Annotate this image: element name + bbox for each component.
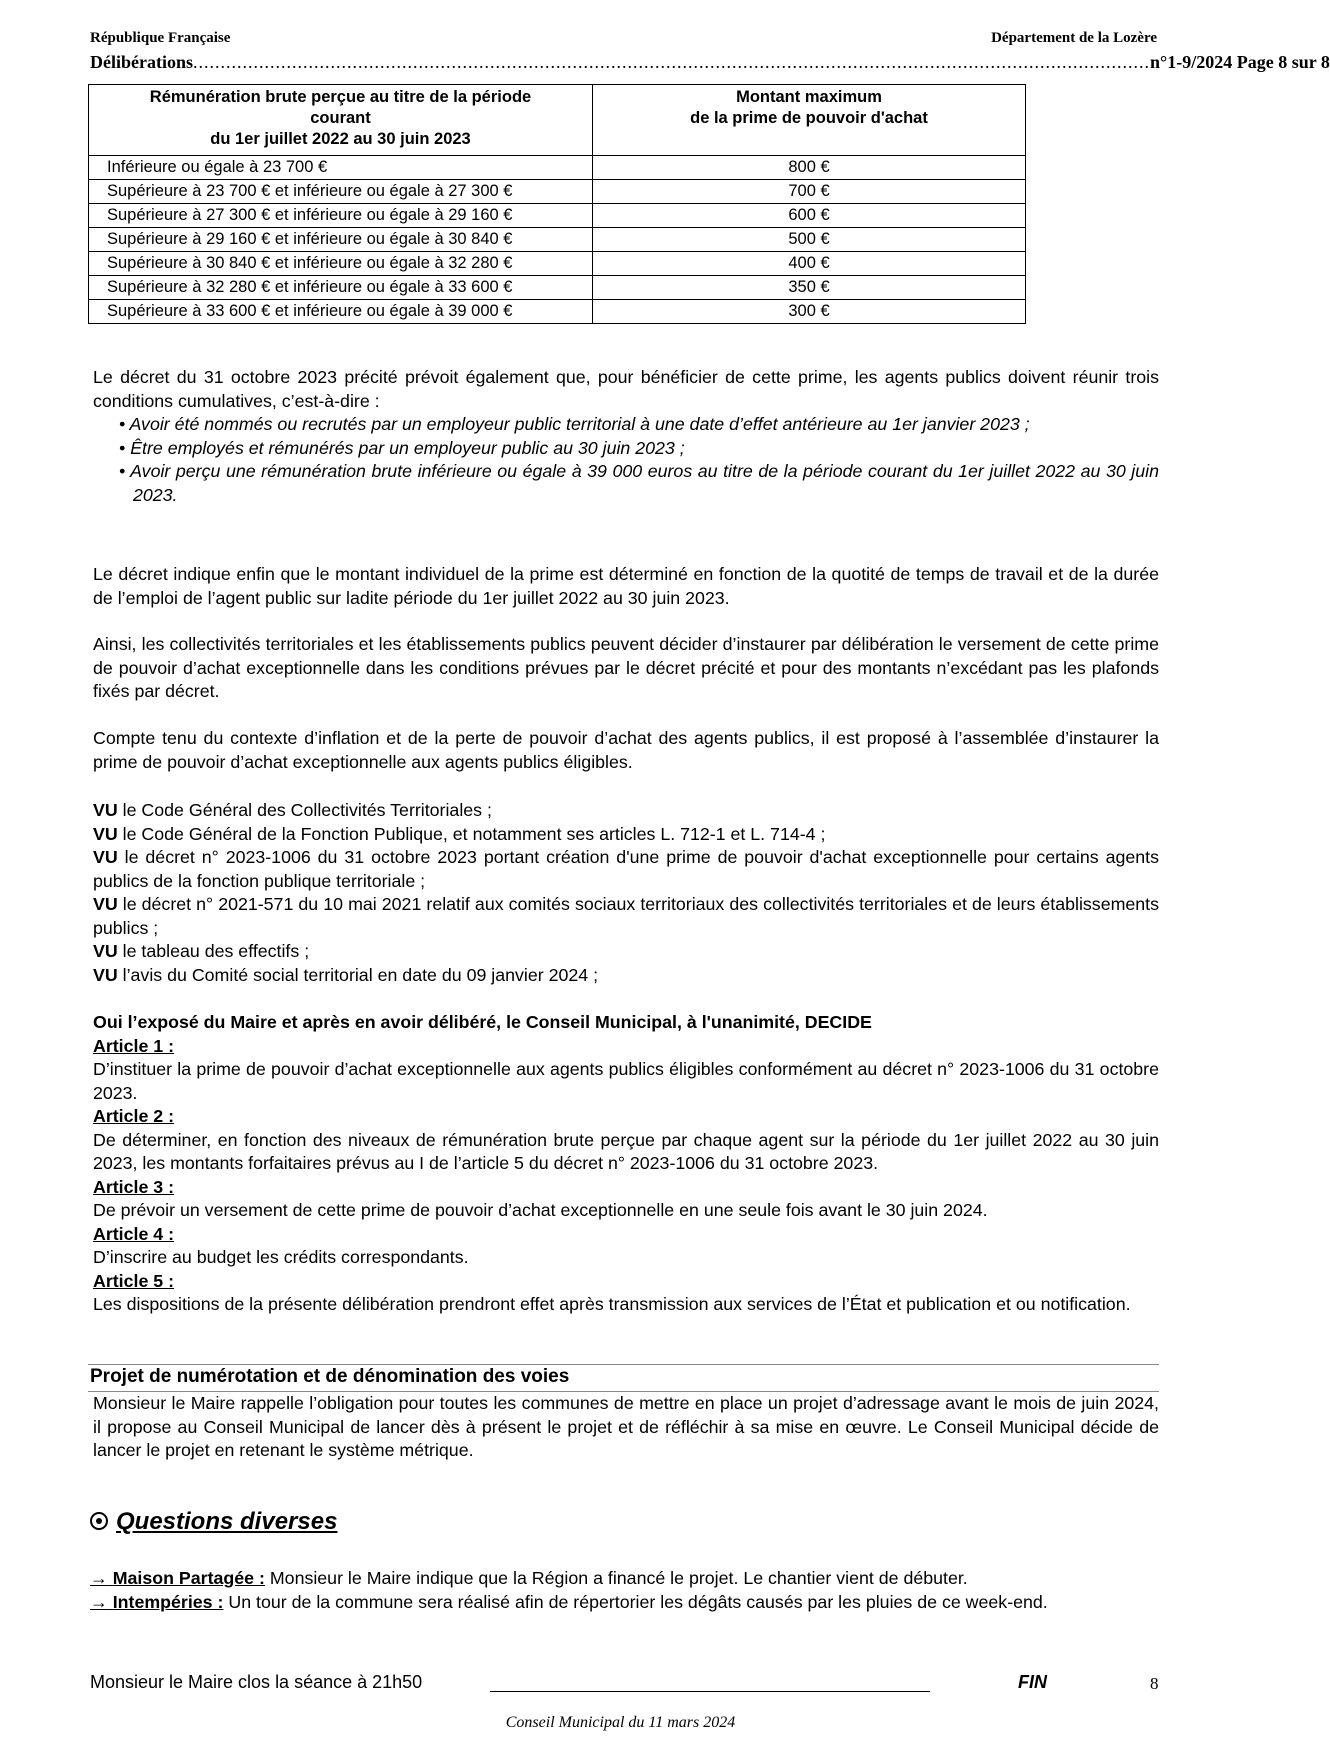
article-label: Article 3 : (93, 1176, 175, 1197)
decision-intro: Oui l’exposé du Maire et après en avoir délibéré, le Conseil Municipal, à l'unanimité, DECIDE (93, 1012, 872, 1032)
bullet-marker: • (119, 461, 126, 481)
header-line: de la prime de pouvoir d'achat (690, 109, 928, 127)
article-label: Article 2 : (93, 1106, 175, 1126)
projet-title-bar (88, 1364, 1159, 1392)
table-header-montant (593, 85, 1026, 156)
page-number: 8 (1150, 1674, 1159, 1693)
bullet-marker: • (119, 414, 126, 434)
vu-item (93, 799, 1159, 823)
vu-label: VU (93, 941, 118, 961)
table-row (89, 156, 1026, 180)
vu-list (93, 799, 1159, 987)
range-cell: Supérieure à 32 280 € et inférieure ou égale à 33 600 € (89, 276, 593, 300)
conditions-section (93, 366, 1159, 507)
header-deliberations: Délibérations (90, 52, 193, 72)
footer: Conseil Municipal du 11 mars 2024 (505, 1714, 736, 1731)
vu-label: VU (93, 964, 118, 985)
inflation-paragraph (93, 727, 1159, 774)
questions-list (90, 1567, 1159, 1614)
vu-text: le Code Général des Collectivités Territoriales ; (117, 800, 492, 820)
table-row (89, 300, 1026, 324)
amount-cell: 350 € (593, 276, 1026, 300)
bullet-text: Avoir perçu une rémunération brute inférieure ou égale à 39 000 euros au titre de la période courant du 1er juillet 2022 au 30 juin 2023. (130, 461, 1159, 505)
arrow-icon: → (90, 1591, 108, 1612)
question-text: Monsieur le Maire indique que la Région a financé le projet. Le chantier vient de débuter. (264, 1568, 968, 1588)
paragraph-text: Ainsi, les collectivités territoriales et les établissements publics peuvent décider d’instaurer par délibération le versement de cette prime de pouvoir d’achat exceptionnelle dans les conditions prévues par le décret précité et pour des montants n’excédant pas les plafonds fixés par décret. (93, 634, 1159, 701)
table-row (89, 204, 1026, 228)
article-label: Article 4 : (93, 1223, 175, 1244)
closing-text: Monsieur le Maire clos la séance à 21h50 (90, 1672, 423, 1692)
vu-text: le tableau des effectifs ; (117, 941, 310, 961)
article-label: Article 5 : (93, 1270, 175, 1291)
article-text: D’inscrire au budget les crédits correspondants. (93, 1247, 469, 1267)
header-departement: Département de la Lozère (991, 30, 1157, 46)
question-label (90, 1592, 223, 1612)
amount-cell: 800 € (593, 156, 1026, 180)
paragraph-text: Compte tenu du contexte d’inflation et de la perte de pouvoir d’achat des agents publics, il est proposé à l’assemblée d’instaurer la prime de pouvoir d’achat exceptionnelle aux agents publics éligibles. (93, 728, 1159, 772)
fin-label: FIN (1018, 1672, 1047, 1692)
prime-table (88, 84, 1026, 324)
article-text: D’instituer la prime de pouvoir d’achat exceptionnelle aux agents publics éligibles conformément au décret n° 2023-1006 du 31 octobre 2023. (93, 1059, 1159, 1103)
decision-section (93, 1011, 1159, 1317)
amount-cell: 400 € (593, 252, 1026, 276)
closing-line (90, 1672, 1050, 1693)
table-row (89, 180, 1026, 204)
range-cell: Inférieure ou égale à 23 700 € (89, 156, 593, 180)
table-header-row (89, 85, 1026, 156)
article-label: Article 1 : (93, 1035, 175, 1056)
range-cell: Supérieure à 23 700 € et inférieure ou égale à 27 300 € (89, 180, 593, 204)
conditions-paragraph: Le décret du 31 octobre 2023 précité prévoit également que, pour bénéficier de cette prime, les agents publics doivent réunir trois conditions cumulatives, c’est-à-dire : (93, 367, 1159, 411)
closing-rule (490, 1691, 930, 1692)
amount-cell: 700 € (593, 180, 1026, 204)
vu-item (93, 846, 1159, 893)
table-row (89, 252, 1026, 276)
montant-paragraph (93, 563, 1159, 610)
article-text: Les dispositions de la présente délibération prendront effet après transmission aux services de l’État et publication et ou notification. (93, 1294, 1131, 1314)
range-cell: Supérieure à 30 840 € et inférieure ou égale à 32 280 € (89, 252, 593, 276)
arrow-icon: → (90, 1568, 108, 1588)
question-item (90, 1567, 1159, 1591)
range-cell: Supérieure à 33 600 € et inférieure ou égale à 39 000 € (89, 300, 593, 324)
header-line: du 1er juillet 2022 au 30 juin 2023 (210, 130, 471, 148)
questions-title-text: Questions diverses (116, 1508, 338, 1535)
projet-paragraph (93, 1392, 1159, 1463)
question-text: Un tour de la commune sera réalisé afin de répertorier les dégâts causés par les pluies de ce week-end. (223, 1591, 1048, 1612)
article-text: De prévoir un versement de cette prime de pouvoir d’achat exceptionnelle en une seule fois avant le 30 juin 2024. (93, 1200, 988, 1220)
header-republique: République Française (90, 30, 231, 46)
vu-label: VU (93, 823, 118, 844)
table-row (89, 276, 1026, 300)
article-text: De déterminer, en fonction des niveaux de rémunération brute perçue par chaque agent sur la période du 1er juillet 2022 au 30 juin 2023, les montants forfaitaires prévus au I de l’article 5 du décret n° 2023-1006 du 31 octobre 2023. (93, 1129, 1159, 1173)
bullet-text: Être employés et rémunérés par un employeur public au 30 juin 2023 ; (130, 437, 685, 458)
range-cell: Supérieure à 27 300 € et inférieure ou égale à 29 160 € (89, 204, 593, 228)
bullet-text: Avoir été nommés ou recrutés par un employeur public territorial à une date d’effet antérieure au 1er janvier 2023 ; (129, 414, 1030, 434)
paragraph-text: Le décret indique enfin que le montant individuel de la prime est déterminé en fonction de la quotité de temps de travail et de la durée de l’emploi de l’agent public sur ladite période du 1er juillet 2022 au 30 juin 2023. (93, 564, 1159, 608)
vu-item (93, 823, 1159, 847)
condition-bullet (93, 460, 1159, 507)
vu-item (93, 940, 1159, 964)
vu-text: le décret n° 2021-571 du 10 mai 2021 relatif aux comités sociaux territoriaux des collectivités territoriales et de leurs établissements publics ; (93, 894, 1159, 938)
table-header-remuneration (89, 85, 593, 156)
vu-label: VU (93, 800, 118, 820)
table-row (89, 228, 1026, 252)
question-label-text: Intempéries : (112, 1591, 224, 1612)
range-cell: Supérieure à 29 160 € et inférieure ou égale à 30 840 € (89, 228, 593, 252)
header-reference: n°1-9/2024 Page 8 sur 8 (1150, 52, 1330, 72)
question-label-text: Maison Partagée : (112, 1568, 265, 1588)
circled-dot-icon (90, 1512, 108, 1530)
condition-bullet (93, 413, 1159, 437)
vu-text: l’avis du Comité social territorial en date du 09 janvier 2024 ; (117, 964, 599, 985)
vu-label: VU (93, 894, 118, 914)
amount-cell: 500 € (593, 228, 1026, 252)
paragraph-text: Monsieur le Maire rappelle l’obligation pour toutes les communes de mettre en place un projet d’adressage avant le mois de juin 2024, il propose au Conseil Municipal de lancer dès à présent le projet et de réfléchir à sa mise en œuvre. Le Conseil Municipal décide de lancer le projet en retenant le système métrique. (93, 1393, 1159, 1460)
question-item (90, 1591, 1159, 1615)
vu-item (93, 893, 1159, 940)
header-line: Montant maximum (736, 88, 882, 106)
amount-cell: 600 € (593, 204, 1026, 228)
condition-bullet (93, 437, 1159, 461)
amount-cell: 300 € (593, 300, 1026, 324)
vu-label: VU (93, 847, 118, 867)
vu-text: le Code Général de la Fonction Publique, et notamment ses articles L. 712-1 et L. 714-4 ; (117, 823, 826, 844)
header-dots: .............................................................................................................................................................................. (193, 52, 1150, 72)
header-title-line (90, 52, 1330, 73)
vu-text: le décret n° 2023-1006 du 31 octobre 2023 portant création d'une prime de pouvoir d'achat exceptionnelle pour certains agents publics de la fonction publique territoriale ; (93, 847, 1159, 891)
questions-title (90, 1508, 337, 1536)
header-line: courant (310, 109, 371, 127)
question-label (90, 1568, 265, 1588)
bullet-marker: • (119, 437, 126, 458)
collectivites-paragraph (93, 633, 1159, 704)
projet-title: Projet de numérotation et de dénomination des voies (90, 1366, 570, 1387)
vu-item (93, 964, 1159, 988)
header-line: Rémunération brute perçue au titre de la période (149, 88, 532, 106)
